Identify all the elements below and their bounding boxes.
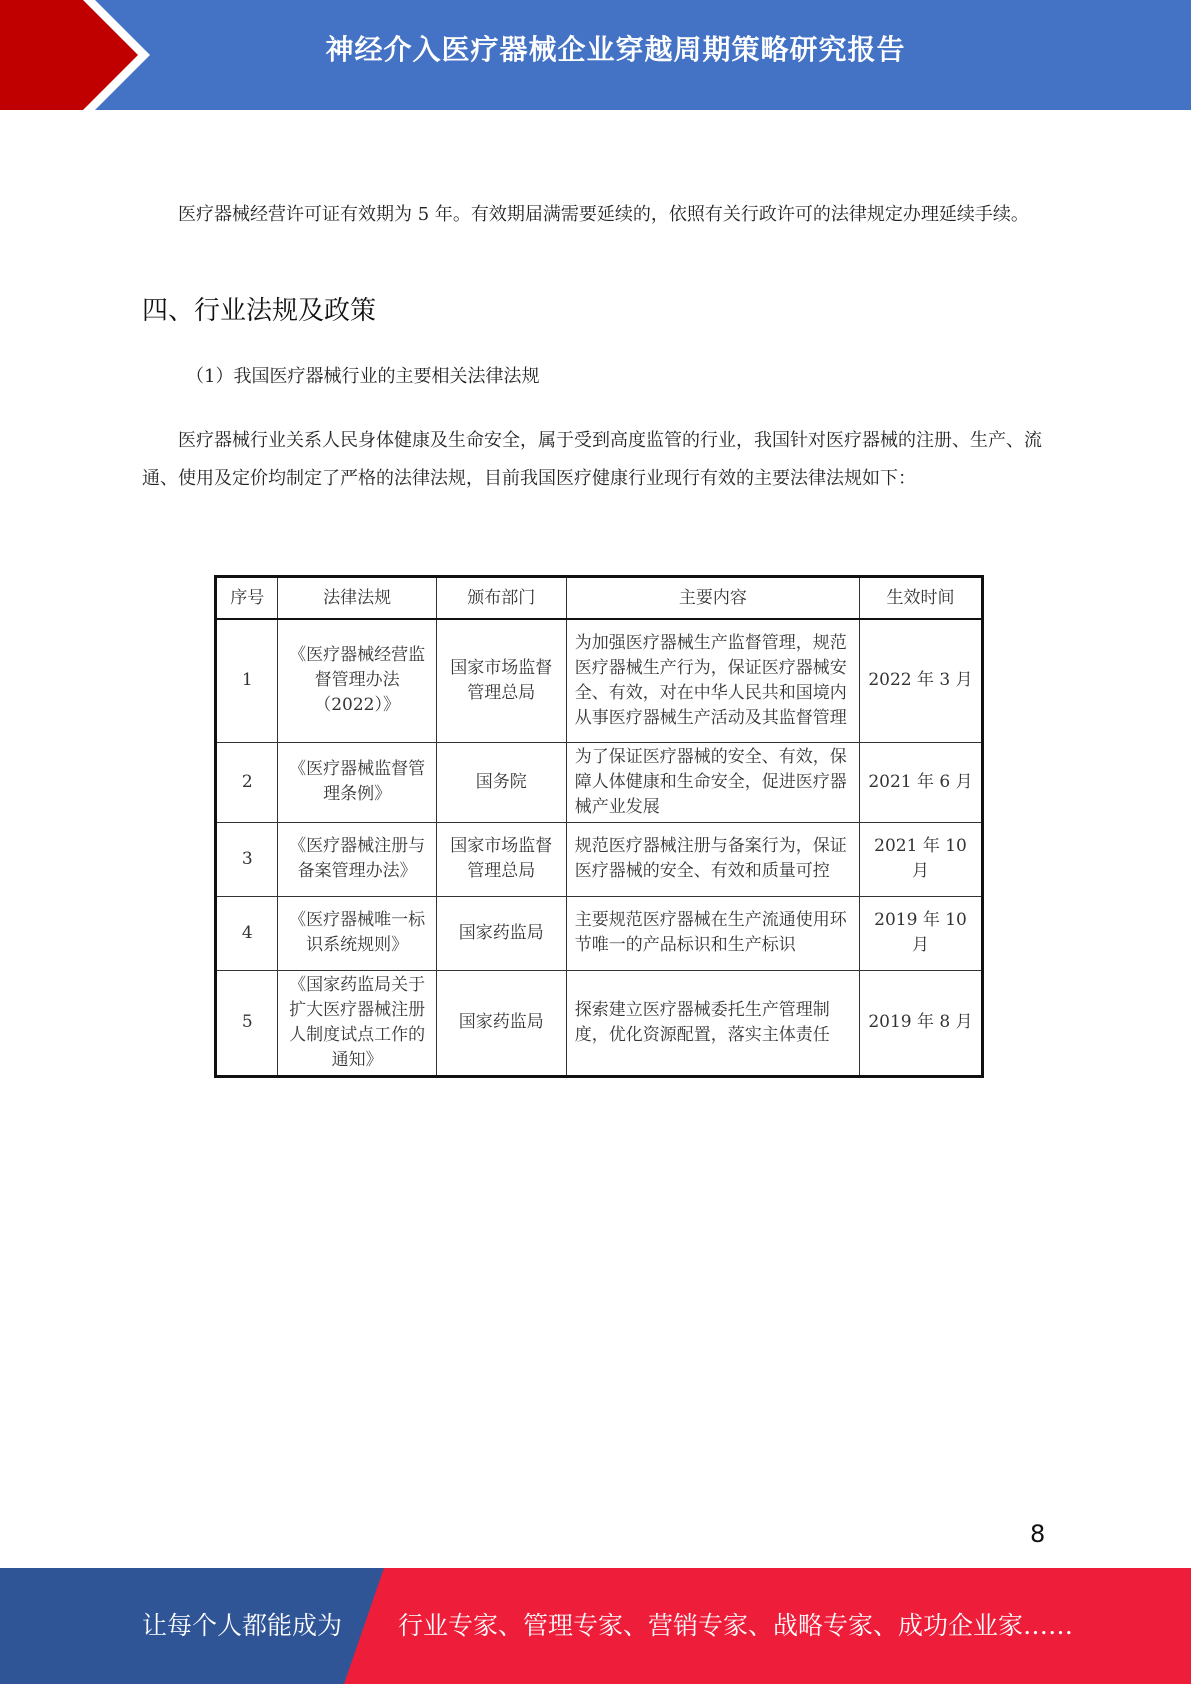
row-law: 《医疗器械唯一标识系统规则》 [278,896,436,970]
row-dept: 国家市场监督管理总局 [436,619,566,742]
page-header [0,0,1191,110]
row-dept: 国家市场监督管理总局 [436,822,566,896]
header-dept: 颁布部门 [436,577,566,620]
row-dept: 国家药监局 [436,896,566,970]
row-dept: 国家药监局 [436,970,566,1076]
row-date: 2022 年 3 月 [860,619,983,742]
table-row [216,822,983,896]
table-row [216,896,983,970]
row-content: 探索建立医疗器械委托生产管理制度，优化资源配置，落实主体责任 [566,970,859,1076]
row-law: 《医疗器械监督管理条例》 [278,742,436,822]
footer-slogan-right: 行业专家、管理专家、营销专家、战略专家、成功企业家…… [398,1611,1074,1640]
row-date: 2019 年 8 月 [860,970,983,1076]
row-no: 2 [216,742,278,822]
row-date: 2021 年 6 月 [860,742,983,822]
row-law: 《医疗器械经营监督管理办法（2022）》 [278,619,436,742]
section-paragraph: 医疗器械行业关系人民身体健康及生命安全，属于受到高度监管的行业，我国针对医疗器械的注册、生产、流通、使用及定价均制定了严格的法律法规，目前我国医疗健康行业现行有效的主要法律法规如下： [142,430,1042,489]
page-footer [0,1568,1191,1684]
row-content: 为了保证医疗器械的安全、有效，保障人体健康和生命安全，促进医疗器械产业发展 [566,742,859,822]
header-no: 序号 [216,577,278,620]
row-no: 4 [216,896,278,970]
page-number: 8 [1030,1520,1046,1548]
row-no: 3 [216,822,278,896]
section-subheading: （1）我国医疗器械行业的主要相关法律法规 [186,366,540,387]
header-date: 生效时间 [860,577,983,620]
row-date: 2019 年 10 月 [860,896,983,970]
row-content: 主要规范医疗器械在生产流通使用环节唯一的产品标识和生产标识 [566,896,859,970]
table-row [216,619,983,742]
table-header-row [216,577,983,620]
section-heading: 四、行业法规及政策 [142,296,377,326]
row-content: 规范医疗器械注册与备案行为，保证医疗器械的安全、有效和质量可控 [566,822,859,896]
row-law: 《国家药监局关于扩大医疗器械注册人制度试点工作的通知》 [278,970,436,1076]
row-no: 5 [216,970,278,1076]
row-date: 2021 年 10 月 [860,822,983,896]
header-content: 主要内容 [566,577,859,620]
table-row [216,970,983,1076]
table-row [216,742,983,822]
document-title: 神经介入医疗器械企业穿越周期策略研究报告 [325,33,906,66]
row-dept: 国务院 [436,742,566,822]
row-content: 为加强医疗器械生产监督管理，规范医疗器械生产行为，保证医疗器械安全、有效，对在中华人民共和国境内从事医疗器械生产活动及其监督管理 [566,619,859,742]
laws-table [214,575,984,1078]
row-law: 《医疗器械注册与备案管理办法》 [278,822,436,896]
intro-paragraph: 医疗器械经营许可证有效期为 5 年。有效期届满需要延续的，依照有关行政许可的法律规定办理延续手续。 [178,204,1029,225]
header-law: 法律法规 [278,577,436,620]
footer-slogan-left: 让每个人都能成为 [142,1611,343,1640]
row-no: 1 [216,619,278,742]
